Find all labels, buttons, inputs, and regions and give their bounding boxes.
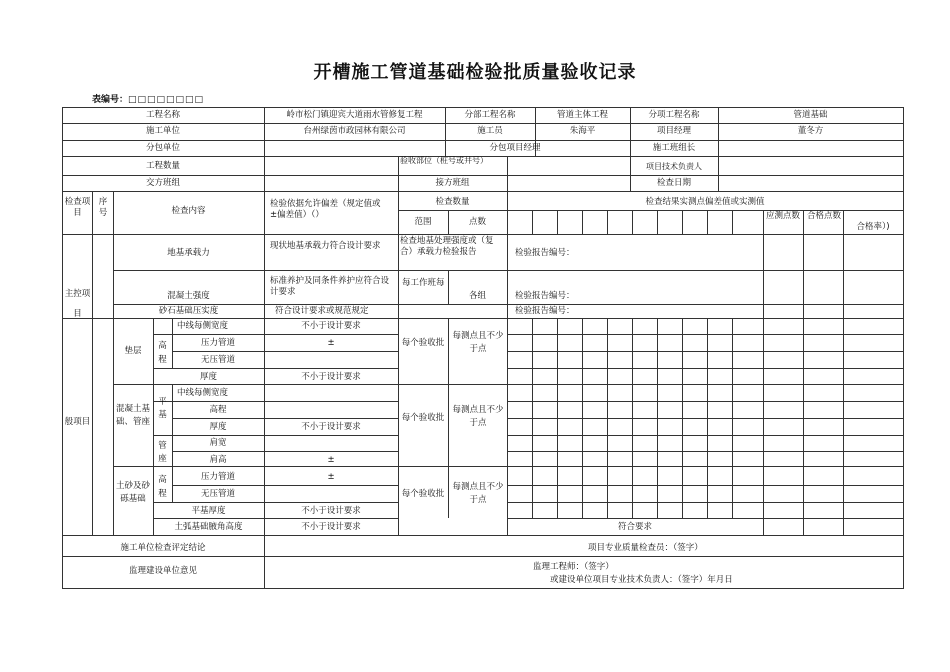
mc-result-1: 检验报告编号： [515, 248, 575, 258]
concrete-basis-3: 不小于设计要求 [301, 422, 361, 432]
item-value: 管道基础 [793, 110, 828, 120]
sand-label: 土砂及砂砾基础 [115, 481, 150, 504]
item-label: 分项工程名称 [648, 110, 700, 120]
sand-elevation-label: 高程 [158, 475, 167, 499]
cushion-each-batch: 每个验收批 [401, 338, 445, 348]
concrete-each-batch: 每个验收批 [401, 413, 445, 423]
subcontractor-label: 分包单位 [145, 143, 180, 153]
cushion-basis-1: 不小于设计要求 [301, 321, 361, 331]
mc-content-2: 混凝土强度 [167, 291, 210, 301]
cushion-basis-4: 不小于设计要求 [301, 372, 361, 382]
team-leader-label: 施工班组长 [652, 143, 696, 153]
supervisor-sign: 监理工程师：（签字） [533, 562, 614, 572]
flat-base-label: 平基 [158, 397, 167, 420]
mc-result-2: 检验报告编号： [515, 291, 575, 301]
mc-points-2: 各组 [468, 291, 486, 301]
cushion-label: 垫层 [124, 346, 142, 356]
check-date-label: 检查日期 [656, 178, 691, 188]
sand-row-1: 压力管道 [200, 472, 235, 482]
concrete-row-1: 中线每侧宽度 [177, 388, 229, 398]
pm-value: 董冬方 [797, 126, 824, 136]
cushion-row-4: 厚度 [199, 372, 217, 382]
sand-basis-1: ± [327, 472, 335, 482]
pm-label: 项目经理 [656, 126, 691, 136]
sand-row-4: 土弧基础腋角高度 [174, 522, 243, 532]
mc-basis-3: 符合设计要求或规范规定 [275, 306, 369, 316]
form-number-boxes: □□□□□□□□ [128, 95, 205, 105]
contractor-conclusion-label: 施工单位检查评定结论 [120, 543, 206, 553]
col-basis: 检验依据允许偏差（规定值或±偏差值）（） [270, 199, 381, 220]
concrete-label: 混凝土基础、管座 [115, 404, 150, 427]
owner-sign: 或建设单位项目专业技术负责人：（签字）年月日 [550, 575, 733, 585]
receiving-team-label: 接方班组 [435, 178, 470, 188]
col-results: 检查结果实测点偏差值或实测值 [645, 197, 765, 207]
handover-team-label: 交方班组 [145, 178, 180, 188]
col-pass-points: 合格点数 [806, 211, 841, 221]
tech-lead-label: 项目技术负责人 [646, 162, 702, 171]
cushion-row-1: 中线每侧宽度 [177, 321, 229, 331]
contractor-label: 施工单位 [145, 126, 180, 136]
col-seq: 序号 [98, 197, 108, 218]
supervisor-opinion-label: 监理建设单位意见 [128, 566, 197, 576]
cushion-row-2: 压力管道 [200, 338, 235, 348]
concrete-basis-5: ± [327, 455, 335, 465]
col-points: 点数 [468, 217, 486, 227]
col-pass-rate: 合格率）) [856, 222, 890, 232]
sand-row-2: 无压管道 [200, 489, 235, 499]
cushion-elevation-label: 高程 [158, 341, 167, 365]
concrete-each-points: 每测点且不少于点 [452, 405, 504, 428]
sand-each-points: 每测点且不少于点 [452, 482, 504, 505]
mc-basis-2: 标准养护及同条件养护应符合设计要求 [270, 276, 390, 297]
col-range: 范围 [414, 217, 432, 227]
sand-basis-4: 不小于设计要求 [301, 522, 361, 532]
form-number-label: 表编号： [92, 95, 129, 105]
mc-content-1: 地基承载力 [167, 248, 210, 258]
mc-qty-1: 检查地基处理强度或（复合）承载力检验报告 [400, 236, 494, 257]
col-qty: 检查数量 [435, 197, 470, 207]
project-name-label: 工程名称 [145, 110, 180, 120]
sub-pm-label: 分包项目经理 [489, 143, 541, 153]
cushion-row-3: 无压管道 [200, 355, 235, 365]
concrete-row-5: 肩高 [209, 455, 227, 465]
division-label: 分部工程名称 [464, 110, 516, 120]
mc-basis-1: 现状地基承载力符合设计要求 [270, 241, 381, 251]
mc-result-3: 检验报告编号： [515, 306, 575, 316]
concrete-row-4: 肩宽 [209, 438, 227, 448]
division-value: 管道主体工程 [556, 110, 608, 120]
sand-row-3: 平基厚度 [191, 506, 226, 516]
page-title: 开槽施工管道基础检验批质量验收记录 [313, 62, 637, 83]
project-name-value: 岭市松门镇迎宾大道雨水管修复工程 [286, 110, 423, 120]
cushion-basis-2: ± [327, 338, 335, 348]
concrete-row-2: 高程 [209, 405, 227, 415]
worker-value: 朱海平 [569, 126, 596, 136]
sand-each-batch: 每个验收批 [401, 489, 445, 499]
contractor-value: 台州绿茵市政园林有限公司 [303, 126, 406, 136]
main-control-label: 主控项目 [64, 289, 91, 319]
worker-label: 施工员 [477, 126, 503, 136]
cushion-each-points: 每测点且不少于点 [452, 331, 504, 354]
location-label: 验收部位（桩号或井号） [400, 156, 488, 165]
general-label: 般项目 [64, 417, 91, 427]
sand-basis-3: 不小于设计要求 [301, 506, 361, 516]
conform-note: 符合要求 [617, 522, 652, 532]
col-check-item: 检查项目 [64, 197, 91, 218]
quantity-label: 工程数量 [145, 161, 180, 171]
pipe-seat-label: 管座 [158, 441, 167, 464]
mc-content-3: 砂石基础压实度 [158, 306, 219, 316]
col-should-points: 应测点数 [765, 211, 800, 221]
col-content: 检查内容 [171, 206, 206, 216]
inspector-sign: 项目专业质量检查员：（签字） [588, 543, 703, 553]
concrete-row-3: 厚度 [209, 422, 227, 432]
mc-range-2: 每工作班每 [402, 278, 445, 288]
